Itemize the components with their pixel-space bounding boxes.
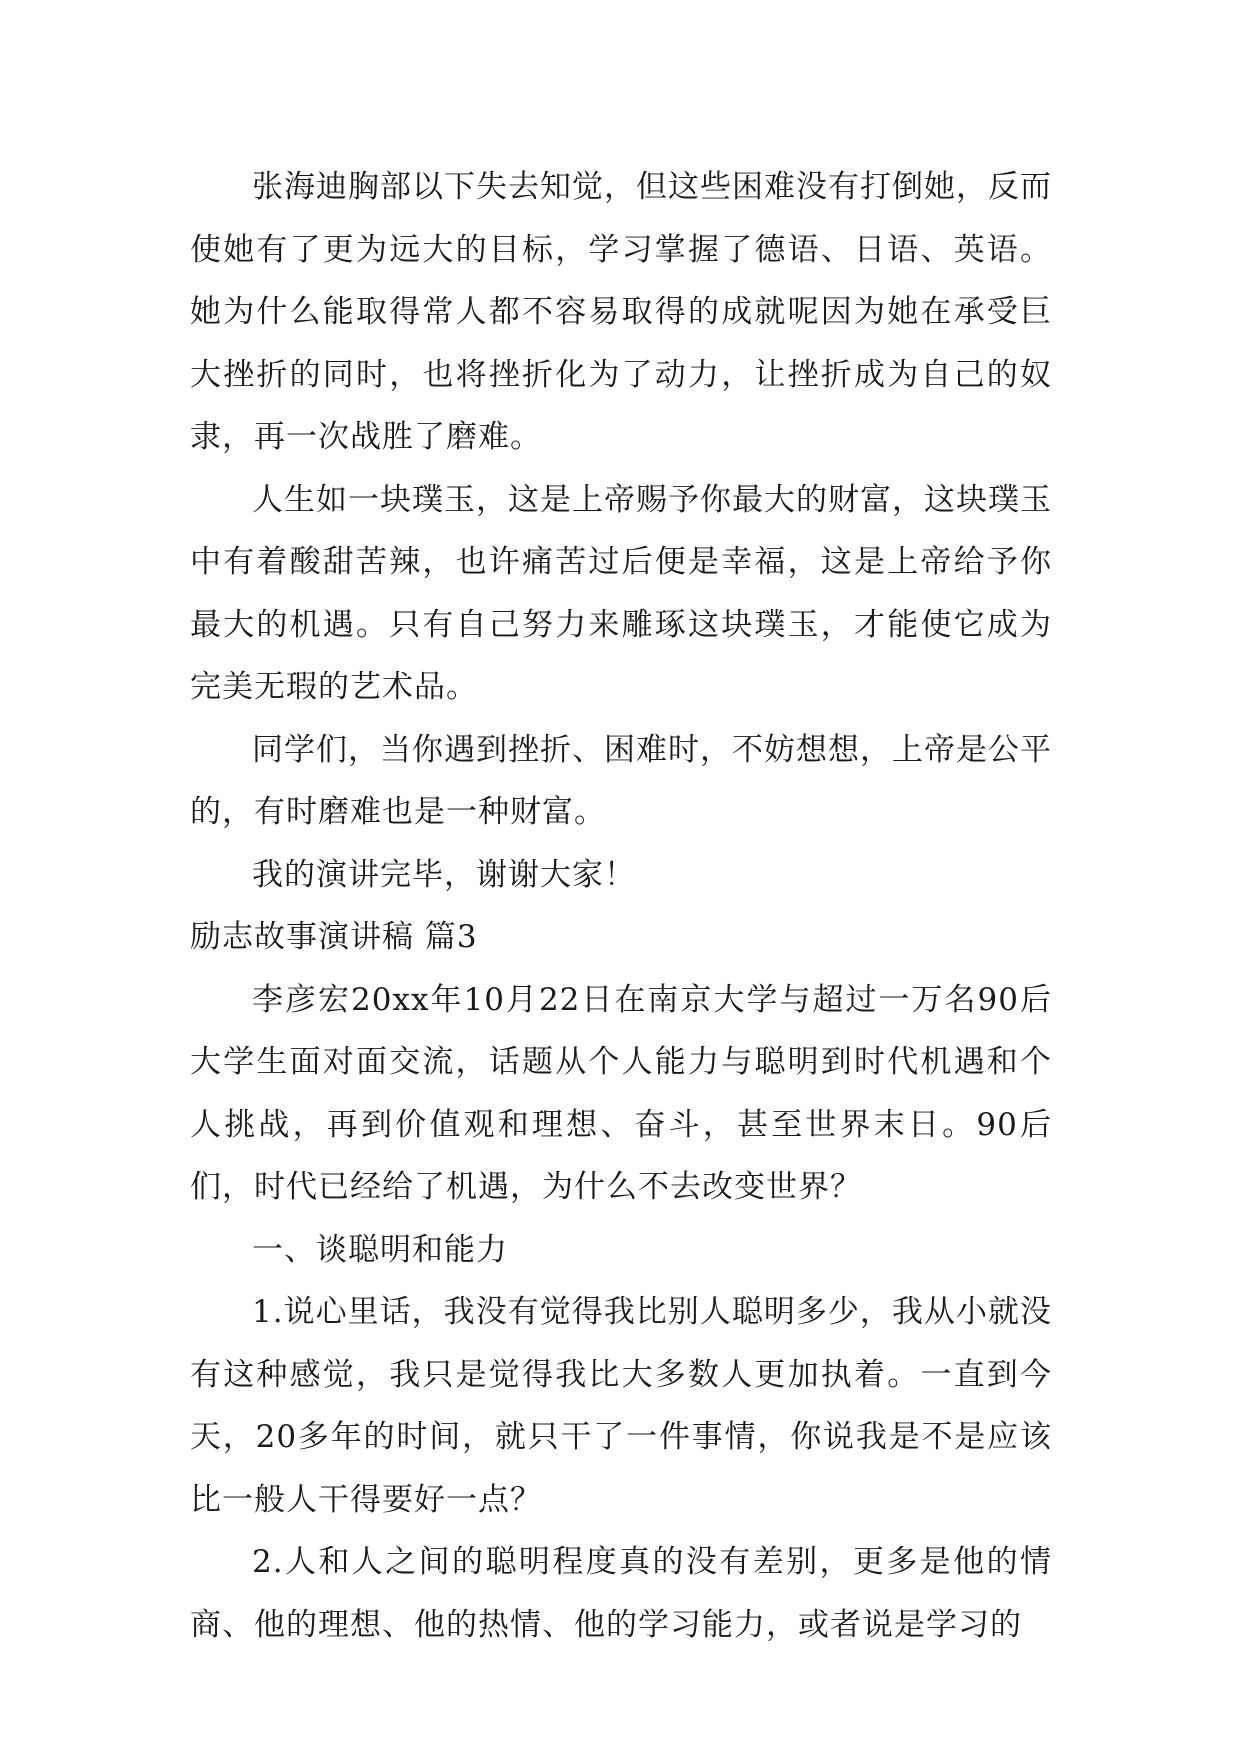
subheading-intelligence: 一、谈聪明和能力 (252, 1231, 508, 1268)
paragraph-point-1: 1.说心里话，我没有觉得我比别人聪明多少，我从小就没有这种感觉，我只是觉得我比大多数人更加执着。一直到今天，20多年的时间，就只干了一件事情，你说我是不是应该比一般人干得要好一点？ (190, 1294, 1052, 1518)
paragraph-classmates: 同学们，当你遇到挫折、困难时，不妨想想，上帝是公平的，有时磨难也是一种财富。 (190, 731, 1052, 830)
paragraph-jade: 人生如一块璞玉，这是上帝赐予你最大的财富，这块璞玉中有着酸甜苦辣，也许痛苦过后便是幸福，这是上帝给予你最大的机遇。只有自己努力来雕琢这块璞玉，才能使它成为完美无瑕的艺术品。 (190, 481, 1052, 705)
paragraph-closing: 我的演讲完毕，谢谢大家！ (252, 856, 636, 893)
paragraph-li-yanhong: 李彦宏20xx年10月22日在南京大学与超过一万名90后大学生面对面交流，话题从个人能力与聪明到时代机遇和个人挑战，再到价值观和理想、奋斗，甚至世界末日。90后们，时代已经给了机遇，为什么不去改变世界？ (190, 981, 1052, 1205)
paragraph-zhang-haidi: 张海迪胸部以下失去知觉，但这些困难没有打倒她，反而使她有了更为远大的目标，学习掌握了德语、日语、英语。她为什么能取得常人都不容易取得的成就呢因为她在承受巨大挫折的同时，也将挫折化为了动力，让挫折成为自己的奴隶，再一次战胜了磨难。 (190, 169, 1052, 455)
document-page (190, 156, 1052, 1656)
paragraph-point-2: 2.人和人之间的聪明程度真的没有差别，更多是他的情商、他的理想、他的热情、他的学习能力，或者说是学习的 (190, 1544, 1052, 1643)
section-heading: 励志故事演讲稿 篇3 (190, 919, 478, 955)
